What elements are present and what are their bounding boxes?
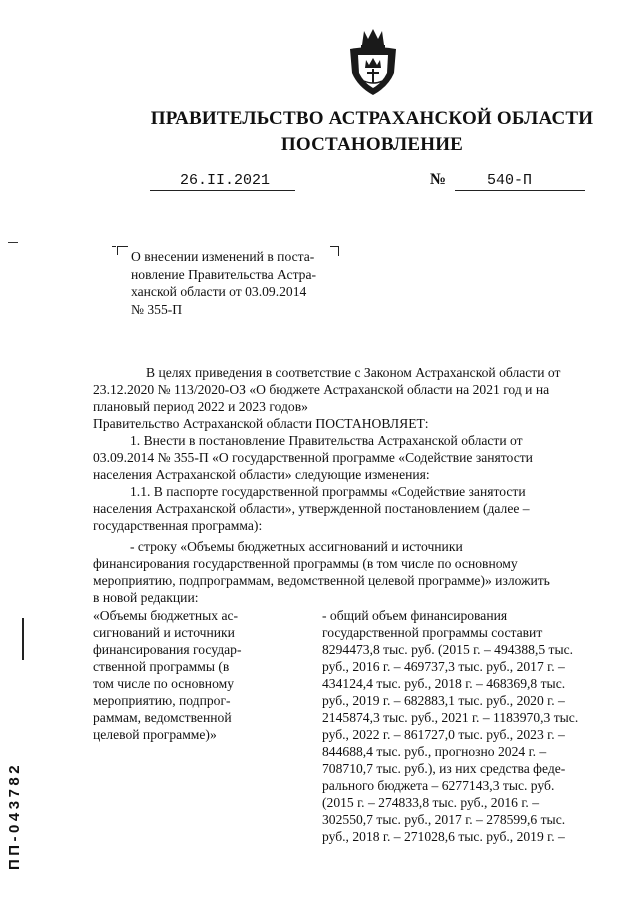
body-line: 23.12.2020 № 113/2020-ОЗ «О бюджете Астраханской области на 2021 год и на (93, 382, 550, 397)
table-right-line: 844688,4 тыс. руб., прогнозно 2024 г. – (322, 744, 547, 759)
table-left-line: «Объемы бюджетных ас- (93, 608, 239, 623)
table-right-line: 2145874,3 тыс. руб., 2021 г. – 1183970,3 тыс. (322, 710, 579, 725)
body-line: Правительство Астраханской области ПОСТАНОВЛЯЕТ: (93, 416, 429, 431)
table-right-line: руб., 2019 г. – 682883,1 тыс. руб., 2020 г. – (322, 693, 565, 708)
table-left-line: мероприятию, подпрог- (93, 693, 231, 708)
table-right-line: рального бюджета – 6277143,3 тыс. руб. (322, 778, 555, 793)
body-line: плановый период 2022 и 2023 годов» (93, 399, 308, 414)
subject-line: ханской области от 03.09.2014 (131, 284, 307, 300)
table-right-line: 434124,4 тыс. руб., 2018 г. – 468369,8 тыс. (322, 676, 566, 691)
table-right-line: руб., 2022 г. – 861727,0 тыс. руб., 2023 г. – (322, 727, 565, 742)
table-right-line: 8294473,8 тыс. руб. (2015 г. – 494388,5 тыс. (322, 642, 574, 657)
government-title: ПРАВИТЕЛЬСТВО АСТРАХАНСКОЙ ОБЛАСТИ (150, 108, 594, 129)
table-left-line: раммам, ведомственной (93, 710, 232, 725)
body-line: населения Астраханской области», утвержденной постановлением (далее – (93, 501, 530, 516)
document-number: 540-П (487, 172, 533, 189)
body-line: мероприятию, подпрограммам, ведомственной целевой программе)» изложить (93, 573, 550, 588)
table-right-line: 708710,7 тыс. руб.), из них средства феде- (322, 761, 566, 776)
body-line: 03.09.2014 № 355-П «О государственной программе «Содействие занятости (93, 450, 533, 465)
table-left-line: ственной программы (в (93, 659, 230, 674)
table-right-line: руб., 2018 г. – 271028,6 тыс. руб., 2019 г. – (322, 829, 565, 844)
table-right-line: 302550,7 тыс. руб., 2017 г. – 278599,6 тыс. (322, 812, 566, 827)
body-line: В целях приведения в соответствие с Законом Астраханской области от (146, 365, 561, 380)
subject-line: О внесении изменений в поста- (131, 249, 315, 264)
body-line: 1.1. В паспорте государственной программы «Содействие занятости (130, 484, 526, 499)
table-left-line: финансирования государ- (93, 642, 242, 657)
table-right-line: (2015 г. – 274833,8 тыс. руб., 2016 г. – (322, 795, 539, 810)
table-left-line: целевой программе)» (93, 727, 217, 742)
body-line: - строку «Объемы бюджетных ассигнований и источники (130, 539, 463, 554)
table-right-line: - общий объем финансирования (322, 608, 508, 623)
number-sign: № (430, 171, 447, 188)
table-right-line: государственной программы составит (322, 625, 543, 640)
table-left-line: том числе по основному (93, 676, 235, 691)
document-date: 26.II.2021 (180, 172, 271, 189)
body-line: государственная программа): (93, 518, 263, 533)
subject-line: новление Правительства Астра- (131, 266, 317, 282)
serial-number: ПП-043782 (6, 761, 23, 870)
body-line: 1. Внести в постановление Правительства Астраханской области от (130, 433, 523, 448)
margin-vertical-bar (22, 618, 24, 660)
body-line: населения Астраханской области» следующие изменения: (93, 467, 430, 482)
body-line: в новой редакции: (93, 590, 199, 605)
table-left-line: сигнований и источники (93, 625, 235, 640)
table-right-line: руб., 2016 г. – 469737,3 тыс. руб., 2017 г. – (322, 659, 565, 674)
document-type: ПОСТАНОВЛЕНИЕ (280, 134, 464, 155)
body-line: финансирования государственной программы (в том числе по основному (93, 556, 518, 571)
subject-line: № 355-П (131, 301, 183, 317)
